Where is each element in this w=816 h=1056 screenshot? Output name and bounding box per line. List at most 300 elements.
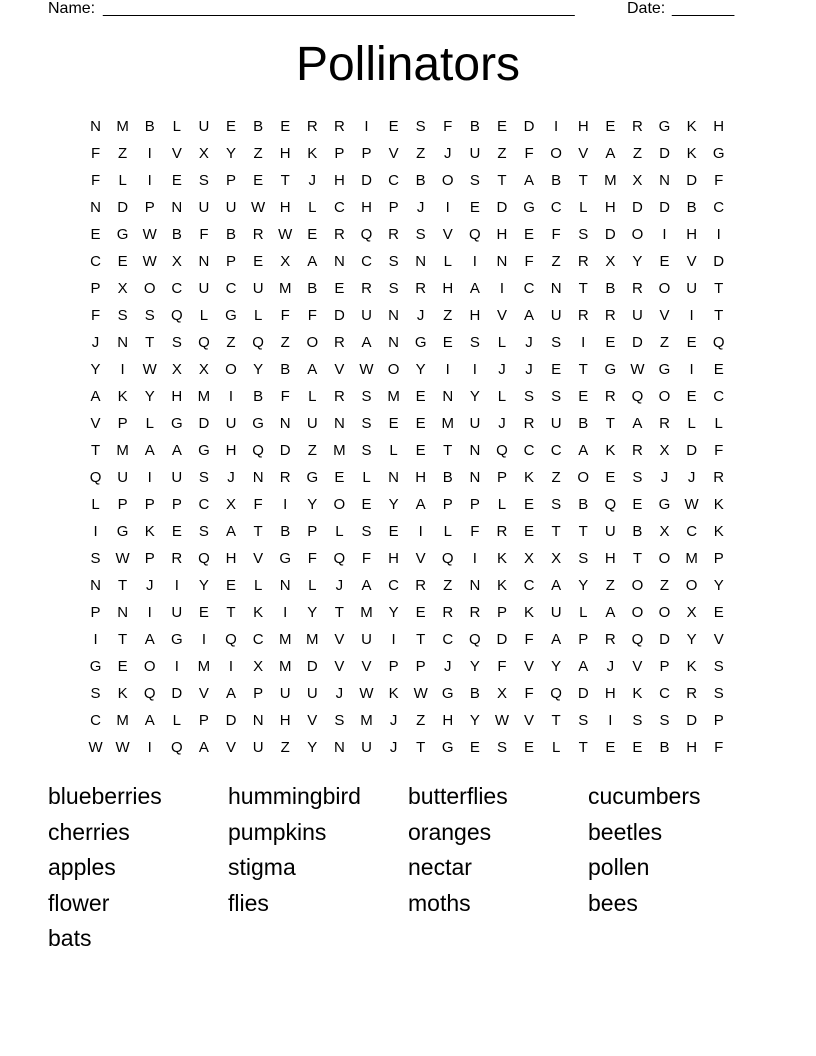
grid-letter: S	[361, 442, 372, 459]
word-bank-item: bees	[588, 889, 638, 916]
grid-letter: K	[144, 523, 155, 540]
letter-grid	[82, 113, 733, 761]
grid-letter: N	[198, 253, 210, 270]
grid-letter: C	[90, 712, 101, 729]
grid-letter: C	[361, 253, 372, 270]
grid-letter: R	[333, 388, 345, 405]
grid-letter: N	[388, 334, 399, 351]
grid-letter: S	[659, 712, 670, 729]
grid-letter: S	[198, 469, 209, 486]
grid-letter: L	[579, 604, 588, 621]
grid-letter: O	[143, 658, 156, 675]
grid-letter: B	[469, 685, 480, 702]
grid-letter: I	[201, 631, 206, 648]
grid-letter: L	[308, 388, 317, 405]
grid-letter: G	[441, 685, 454, 702]
grid-letter: H	[469, 307, 481, 324]
grid-letter: O	[441, 172, 454, 189]
grid-letter: H	[604, 550, 616, 567]
grid-letter: G	[170, 415, 183, 432]
grid-letter: L	[308, 199, 317, 216]
grid-letter: C	[225, 280, 237, 297]
grid-letter: Z	[226, 334, 236, 351]
grid-letter: B	[578, 415, 589, 432]
grid-letter: G	[414, 334, 427, 351]
grid-letter: A	[524, 172, 535, 189]
grid-letter: X	[632, 172, 643, 189]
grid-letter: Z	[632, 145, 642, 162]
grid-letter: I	[147, 172, 152, 189]
grid-row	[82, 302, 733, 329]
grid-letter: R	[604, 307, 616, 324]
grid-letter: K	[524, 469, 535, 486]
grid-letter: B	[280, 523, 291, 540]
grid-letter: T	[605, 415, 615, 432]
grid-letter: M	[278, 631, 292, 648]
grid-letter: A	[307, 253, 318, 270]
grid-letter: B	[442, 469, 453, 486]
grid-letter: P	[578, 631, 589, 648]
grid-letter: S	[469, 334, 480, 351]
grid-letter: K	[713, 496, 724, 513]
grid-letter: J	[498, 361, 506, 378]
grid-letter: R	[632, 280, 643, 297]
grid-letter: K	[253, 604, 264, 621]
grid-letter: C	[659, 685, 670, 702]
grid-letter: H	[361, 199, 372, 216]
grid-letter: D	[306, 658, 318, 675]
word-bank-item: nectar	[408, 854, 472, 880]
grid-letter: L	[443, 253, 452, 270]
grid-letter: I	[147, 604, 152, 621]
grid-letter: T	[578, 739, 588, 756]
grid-letter: L	[714, 415, 723, 432]
grid-letter: A	[226, 523, 237, 540]
grid-letter: R	[577, 253, 589, 270]
grid-letter: Z	[280, 739, 290, 756]
grid-letter: M	[441, 415, 455, 432]
grid-letter: U	[604, 523, 616, 540]
grid-letter: E	[524, 523, 535, 540]
grid-letter: C	[713, 199, 725, 216]
grid-letter: E	[415, 415, 426, 432]
grid-letter: R	[361, 280, 372, 297]
grid-letter: G	[198, 442, 210, 459]
grid-row	[82, 437, 733, 464]
grid-letter: S	[171, 334, 182, 351]
grid-letter: U	[279, 685, 291, 702]
grid-row	[82, 572, 733, 599]
grid-letter: I	[472, 550, 477, 567]
grid-letter: P	[659, 658, 670, 675]
grid-letter: X	[659, 523, 670, 540]
grid-letter: H	[333, 172, 345, 189]
grid-letter: R	[496, 523, 508, 540]
grid-letter: A	[171, 442, 182, 459]
grid-letter: R	[604, 388, 616, 405]
grid-letter: L	[199, 307, 209, 324]
grid-letter: N	[333, 415, 345, 432]
grid-letter: R	[279, 469, 291, 486]
grid-letter: U	[117, 469, 129, 486]
grid-letter: M	[116, 118, 129, 135]
grid-letter: R	[415, 577, 427, 594]
grid-letter: C	[90, 253, 101, 270]
grid-letter: D	[659, 199, 670, 216]
grid-row	[82, 329, 733, 356]
grid-letter: J	[227, 469, 235, 486]
grid-letter: K	[307, 145, 318, 162]
grid-letter: P	[388, 199, 399, 216]
grid-letter: W	[115, 739, 130, 756]
grid-letter: V	[578, 145, 589, 162]
grid-letter: E	[171, 172, 182, 189]
grid-letter: F	[551, 226, 561, 243]
grid-letter: T	[551, 523, 561, 540]
grid-letter: Y	[415, 361, 426, 378]
grid-letter: W	[142, 226, 157, 243]
grid-letter: T	[226, 604, 236, 621]
grid-letter: D	[604, 226, 616, 243]
grid-letter: Q	[198, 334, 210, 351]
grid-letter: Y	[307, 739, 318, 756]
grid-letter: R	[686, 685, 698, 702]
grid-letter: U	[550, 604, 562, 621]
grid-letter: S	[496, 739, 507, 756]
grid-letter: E	[334, 280, 345, 297]
grid-letter: O	[658, 604, 671, 621]
grid-letter: J	[416, 307, 425, 324]
grid-letter: E	[686, 388, 697, 405]
grid-letter: E	[524, 226, 535, 243]
grid-letter: N	[496, 253, 508, 270]
date-label: Date:	[627, 0, 666, 17]
grid-letter: Q	[143, 685, 156, 702]
grid-letter: S	[388, 253, 399, 270]
grid-letter: H	[225, 442, 237, 459]
grid-letter: E	[361, 496, 372, 513]
grid-letter: R	[632, 442, 643, 459]
grid-letter: J	[606, 658, 615, 675]
grid-letter: B	[226, 226, 237, 243]
grid-letter: E	[524, 739, 535, 756]
grid-letter: H	[713, 118, 725, 135]
grid-letter: P	[117, 496, 128, 513]
grid-letter: V	[442, 226, 453, 243]
grid-letter: M	[360, 604, 373, 621]
grid-letter: U	[306, 685, 318, 702]
grid-letter: I	[228, 388, 234, 405]
word-bank-item: flower	[48, 889, 110, 916]
grid-letter: D	[686, 712, 698, 729]
grid-letter: P	[90, 280, 101, 297]
grid-letter: S	[198, 172, 209, 189]
grid-letter: U	[252, 280, 264, 297]
name-blank-line: _____________________________________________________	[103, 0, 575, 17]
grid-letter: I	[174, 658, 179, 675]
grid-letter: Z	[253, 145, 263, 162]
grid-letter: K	[117, 685, 128, 702]
grid-letter: E	[469, 739, 480, 756]
grid-letter: M	[360, 712, 373, 729]
grid-letter: L	[443, 523, 452, 540]
grid-letter: E	[442, 334, 453, 351]
word-bank-item: butterflies	[408, 783, 508, 809]
grid-letter: N	[659, 172, 670, 189]
grid-letter: H	[225, 550, 237, 567]
grid-row	[82, 464, 733, 491]
grid-letter: P	[144, 496, 155, 513]
grid-letter: G	[252, 415, 264, 432]
grid-letter: G	[658, 496, 671, 513]
grid-letter: G	[89, 658, 102, 675]
grid-letter: M	[604, 172, 617, 189]
grid-letter: D	[713, 253, 725, 270]
grid-letter: S	[361, 415, 372, 432]
grid-letter: Q	[469, 631, 481, 648]
grid-letter: Q	[252, 442, 264, 459]
grid-letter: E	[117, 658, 128, 675]
grid-letter: X	[198, 361, 209, 378]
word-bank-item: blueberries	[48, 783, 162, 809]
grid-letter: B	[253, 388, 264, 405]
grid-letter: E	[659, 253, 670, 270]
grid-letter: S	[415, 118, 426, 135]
grid-letter: W	[142, 253, 157, 270]
grid-letter: V	[226, 739, 237, 756]
grid-letter: Y	[226, 145, 237, 162]
grid-letter: E	[280, 118, 291, 135]
grid-letter: S	[144, 307, 155, 324]
grid-letter: V	[632, 658, 643, 675]
grid-letter: Q	[198, 550, 210, 567]
grid-letter: Y	[469, 388, 480, 405]
grid-letter: K	[686, 658, 697, 675]
grid-letter: T	[145, 334, 155, 351]
grid-letter: I	[554, 118, 559, 135]
grid-letter: A	[524, 307, 535, 324]
grid-letter: F	[90, 145, 101, 162]
grid-letter: B	[659, 739, 670, 756]
grid-letter: B	[171, 226, 182, 243]
grid-letter: X	[171, 253, 182, 270]
grid-letter: M	[333, 442, 346, 459]
grid-letter: H	[686, 226, 698, 243]
grid-letter: D	[632, 334, 643, 351]
grid-row	[82, 626, 733, 653]
grid-letter: B	[605, 280, 616, 297]
grid-letter: Z	[551, 469, 561, 486]
grid-letter: O	[685, 577, 698, 594]
grid-letter: V	[415, 550, 426, 567]
grid-letter: L	[687, 415, 696, 432]
grid-letter: N	[469, 469, 481, 486]
grid-letter: O	[658, 280, 671, 297]
grid-letter: Q	[225, 631, 237, 648]
grid-letter: P	[90, 604, 101, 621]
grid-letter: U	[469, 415, 481, 432]
word-bank-item: bats	[48, 925, 92, 951]
grid-letter: F	[714, 172, 724, 189]
grid-letter: X	[171, 361, 182, 378]
grid-letter: Y	[90, 361, 101, 378]
grid-letter: Z	[416, 145, 426, 162]
grid-row	[82, 194, 733, 221]
grid-letter: N	[252, 712, 264, 729]
grid-letter: L	[389, 442, 398, 459]
grid-letter: H	[415, 469, 427, 486]
grid-letter: D	[686, 172, 698, 189]
grid-letter: X	[686, 604, 697, 621]
grid-letter: N	[171, 199, 183, 216]
grid-letter: M	[197, 388, 211, 405]
word-bank-item: apples	[48, 854, 116, 880]
grid-letter: V	[659, 307, 670, 324]
grid-letter: P	[388, 658, 399, 675]
grid-letter: M	[116, 442, 129, 459]
grid-letter: L	[172, 118, 181, 135]
grid-letter: V	[90, 415, 101, 432]
grid-letter: C	[171, 280, 183, 297]
grid-letter: O	[631, 604, 644, 621]
grid-letter: E	[117, 253, 128, 270]
grid-letter: Q	[469, 226, 481, 243]
grid-letter: J	[91, 334, 100, 351]
grid-letter: D	[496, 199, 508, 216]
grid-letter: G	[523, 199, 535, 216]
grid-letter: S	[551, 334, 562, 351]
grid-letter: X	[280, 253, 291, 270]
grid-letter: T	[416, 739, 426, 756]
date-blank-line: _______	[672, 0, 735, 17]
grid-letter: Q	[441, 550, 454, 567]
grid-letter: N	[90, 577, 101, 594]
grid-letter: H	[604, 685, 616, 702]
grid-letter: J	[444, 658, 452, 675]
grid-letter: S	[415, 226, 426, 243]
grid-letter: S	[632, 712, 643, 729]
grid-letter: P	[496, 469, 507, 486]
grid-letter: T	[253, 523, 263, 540]
grid-letter: K	[686, 118, 697, 135]
grid-letter: J	[389, 712, 398, 729]
grid-letter: W	[630, 361, 645, 378]
grid-letter: T	[280, 172, 290, 189]
grid-letter: O	[631, 577, 644, 594]
grid-letter: X	[659, 442, 670, 459]
grid-letter: S	[524, 388, 535, 405]
grid-letter: N	[117, 334, 129, 351]
grid-letter: U	[361, 739, 372, 756]
grid-letter: D	[659, 145, 670, 162]
grid-letter: X	[198, 145, 209, 162]
grid-letter: B	[632, 523, 643, 540]
grid-letter: X	[605, 253, 616, 270]
grid-letter: Y	[578, 577, 589, 594]
grid-letter: F	[524, 253, 534, 270]
grid-letter: E	[632, 739, 643, 756]
grid-letter: Y	[144, 388, 155, 405]
grid-letter: I	[472, 361, 477, 378]
grid-letter: L	[335, 523, 344, 540]
grid-letter: Z	[443, 577, 453, 594]
grid-letter: A	[632, 415, 643, 432]
grid-letter: D	[686, 442, 698, 459]
grid-letter: H	[577, 118, 589, 135]
grid-letter: G	[116, 523, 129, 540]
word-bank-item: oranges	[408, 818, 492, 845]
word-bank-item: hummingbird	[228, 783, 361, 809]
grid-letter: N	[333, 739, 345, 756]
grid-letter: E	[253, 253, 264, 270]
grid-letter: Z	[551, 253, 561, 270]
grid-letter: V	[334, 631, 345, 648]
grid-letter: U	[361, 631, 372, 648]
grid-letter: W	[88, 739, 103, 756]
grid-letter: S	[578, 550, 589, 567]
grid-letter: Q	[712, 334, 725, 351]
grid-letter: T	[90, 442, 101, 459]
grid-letter: T	[714, 307, 724, 324]
grid-letter: K	[632, 685, 643, 702]
grid-letter: V	[496, 307, 507, 324]
grid-row	[82, 113, 733, 140]
grid-letter: W	[684, 496, 699, 513]
grid-letter: D	[333, 307, 345, 324]
grid-letter: I	[662, 226, 667, 243]
grid-letter: I	[147, 739, 152, 756]
grid-letter: J	[335, 685, 344, 702]
grid-letter: X	[253, 658, 264, 675]
grid-letter: P	[334, 145, 345, 162]
grid-letter: S	[388, 280, 399, 297]
grid-letter: Z	[416, 712, 426, 729]
grid-letter: B	[551, 172, 562, 189]
grid-letter: F	[714, 442, 724, 459]
grid-letter: C	[713, 388, 725, 405]
grid-letter: K	[496, 577, 507, 594]
grid-letter: E	[388, 523, 399, 540]
grid-letter: I	[283, 496, 288, 513]
grid-row	[82, 140, 733, 167]
grid-letter: X	[117, 280, 128, 297]
word-bank-item: pollen	[588, 854, 650, 880]
grid-letter: A	[90, 388, 101, 405]
grid-letter: Q	[550, 685, 562, 702]
grid-letter: R	[333, 118, 345, 135]
grid-letter: N	[90, 199, 101, 216]
grid-letter: U	[550, 415, 562, 432]
grid-letter: Y	[388, 496, 399, 513]
grid-row	[82, 491, 733, 518]
grid-letter: T	[118, 631, 128, 648]
grid-letter: R	[713, 469, 725, 486]
grid-letter: S	[578, 226, 589, 243]
grid-letter: D	[117, 199, 129, 216]
grid-letter: I	[228, 658, 234, 675]
grid-letter: F	[524, 145, 534, 162]
grid-letter: Z	[659, 577, 670, 594]
grid-letter: V	[334, 361, 345, 378]
grid-letter: A	[469, 280, 480, 297]
grid-letter: E	[713, 604, 724, 621]
grid-letter: C	[523, 442, 535, 459]
grid-letter: S	[198, 523, 209, 540]
grid-letter: Q	[360, 226, 373, 243]
grid-letter: L	[497, 388, 507, 405]
grid-letter: R	[388, 226, 399, 243]
grid-letter: N	[388, 307, 399, 324]
